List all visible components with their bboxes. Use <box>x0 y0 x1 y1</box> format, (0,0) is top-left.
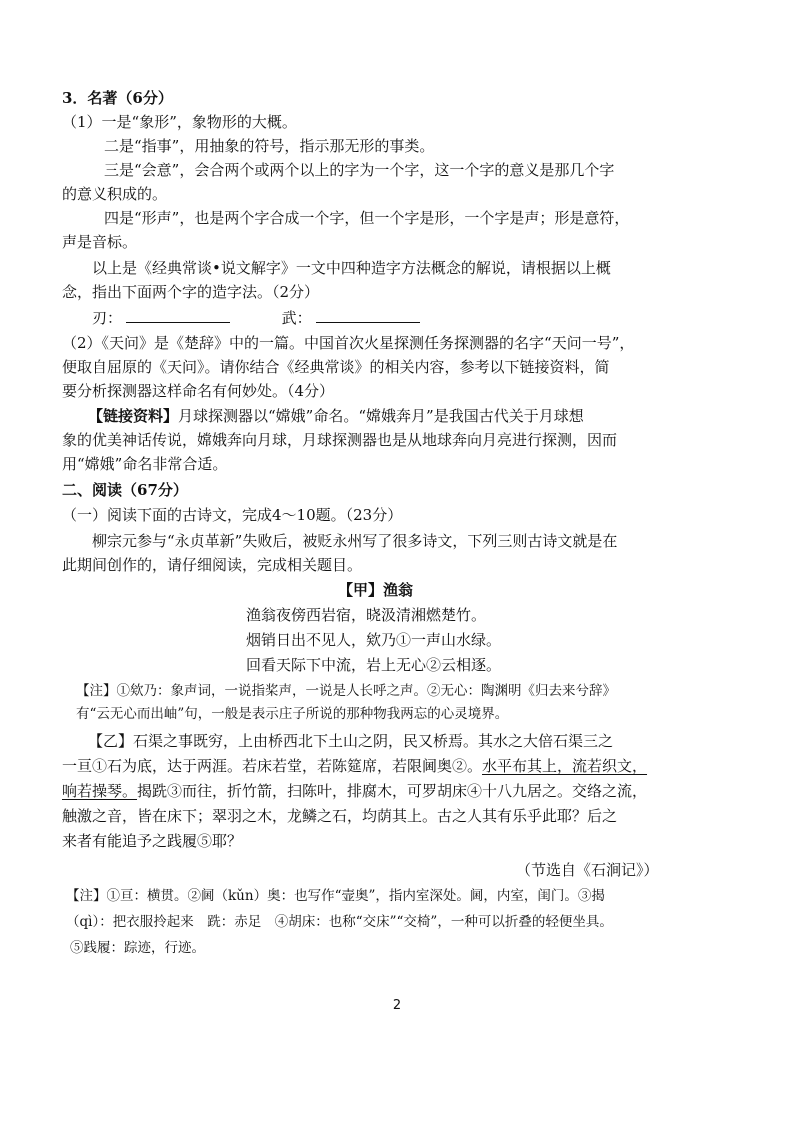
q3-p2-line1: （2）《天问》是《楚辞》中的一篇。中国首次火星探测任务探测器的名字“天问一号”， <box>62 334 635 352</box>
prose-note-line2: （qì）：把衣服拎起来 跣：赤足 ④胡床：也称“交床”“交椅”，一种可以折叠的轻便坐具。 <box>66 914 613 930</box>
poem-line1: 渔翁夜傍西岩宿，晓汲清湘燃楚竹。 <box>246 606 487 624</box>
answer-blank-ren[interactable] <box>126 308 230 323</box>
answer-blank-wu[interactable] <box>316 308 420 323</box>
link-material-text1: 月球探测器以“嫦娥”命名。“嫦娥奔月”是我国古代关于月球想 <box>178 407 584 425</box>
q3-p1-line8: 念，指出下面两个字的造字法。（2分） <box>62 283 320 301</box>
q3-p1-line3: 三是“会意”，会合两个或两个以上的字为一个字，这一个字的意义是那几个字 <box>104 161 615 179</box>
poem-line2: 烟销日出不见人，欸乃①一声山水绿。 <box>246 631 502 649</box>
section2-sub1: （一）阅读下面的古诗文，完成4～10题。（23分） <box>62 506 403 524</box>
page-number: 2 <box>392 998 402 1013</box>
prose-line1: 【乙】石渠之事既穷，上由桥西北下土山之阴，民又桥焉。其水之大倍石渠三之 <box>88 732 614 750</box>
q3-title: 3．名著（6分） <box>62 89 173 107</box>
prose-note-line1: 【注】①亘：横贯。②阃（kǔn）奥：也写作“壸奥”，指内室深处。阃，内室，闺门。③揭 <box>66 888 605 904</box>
poem-note-line2: 有“云无心而出岫”句，一般是表示庄子所说的那种物我两忘的心灵境界。 <box>76 706 509 722</box>
link-material-line1 <box>88 404 584 428</box>
prose-line2 <box>62 754 647 778</box>
q3-p2-line2: 便取自屈原的《天问》。请你结合《经典常谈》的相关内容，参考以下链接资料，简 <box>62 358 610 376</box>
prose-underlined-sentence-part1: 水平布其上，流若织文， <box>482 757 648 775</box>
q3-p1-line4: 的意义积成的。 <box>62 185 168 203</box>
prose-source: （节选自《石涧记》） <box>516 861 659 879</box>
q3-p1-line6: 声是音标。 <box>62 233 138 251</box>
prose-line3-text: 揭跣③而往，折竹箭，扫陈叶，排腐木，可罗胡床④十八九居之。交络之流， <box>137 782 648 800</box>
prose-line3 <box>62 779 647 803</box>
section2-intro-line1: 柳宗元参与“永贞革新”失败后，被贬永州写了很多诗文，下列三则古诗文就是在 <box>92 532 618 550</box>
poem-line3: 回看天际下中流，岩上无心②云相逐。 <box>246 656 502 674</box>
link-material-line3: 用“嫦娥”命名非常合适。 <box>62 455 228 473</box>
prose-line4: 触激之音，皆在床下；翠羽之木，龙鳞之石，均荫其上。古之人其有乐乎此耶？后之 <box>62 807 618 825</box>
q3-p1-line5: 四是“形声”，也是两个字合成一个字，但一个字是形，一个字是声；形是意符， <box>104 209 630 227</box>
answer-blanks-row <box>92 306 420 330</box>
blank-label-wu: 武： <box>281 309 312 327</box>
link-material-label: 【链接资料】 <box>88 407 179 425</box>
blank-label-ren: 刃： <box>92 309 123 327</box>
poem-title: 【甲】渔翁 <box>338 581 414 599</box>
prose-line5: 来者有能追予之践履⑤耶？ <box>62 832 243 850</box>
q3-p1-line1: （1）一是“象形”，象物形的大概。 <box>62 113 297 131</box>
q3-p2-line3: 要分析探测器这样命名有何妙处。（4分） <box>62 382 335 400</box>
poem-note-line1: 【注】①欸乃：象声词，一说指桨声，一说是人长呼之声。②无心：陶渊明《归去来兮辞》 <box>76 683 616 699</box>
link-material-line2: 象的优美神话传说，嫦娥奔向月球，月球探测器也是从地球奔向月亮进行探测，因而 <box>62 431 618 449</box>
prose-line2-text: 一亘①石为底，达于两涯。若床若堂，若陈筵席，若限阃奥②。 <box>62 757 483 775</box>
q3-p1-line7: 以上是《经典常谈•说文解字》一文中四种造字方法概念的解说，请根据以上概 <box>92 259 611 277</box>
q3-p1-line2: 二是“指事”，用抽象的符号，指示那无形的事类。 <box>104 137 435 155</box>
section2-title: 二、阅读（67分） <box>62 481 188 499</box>
prose-underlined-sentence-part2: 响若操琴。 <box>62 782 138 800</box>
prose-note-line3: ⑤践履：踪迹，行迹。 <box>70 940 205 956</box>
section2-intro-line2: 此期间创作的，请仔细阅读，完成相关题目。 <box>62 556 363 574</box>
